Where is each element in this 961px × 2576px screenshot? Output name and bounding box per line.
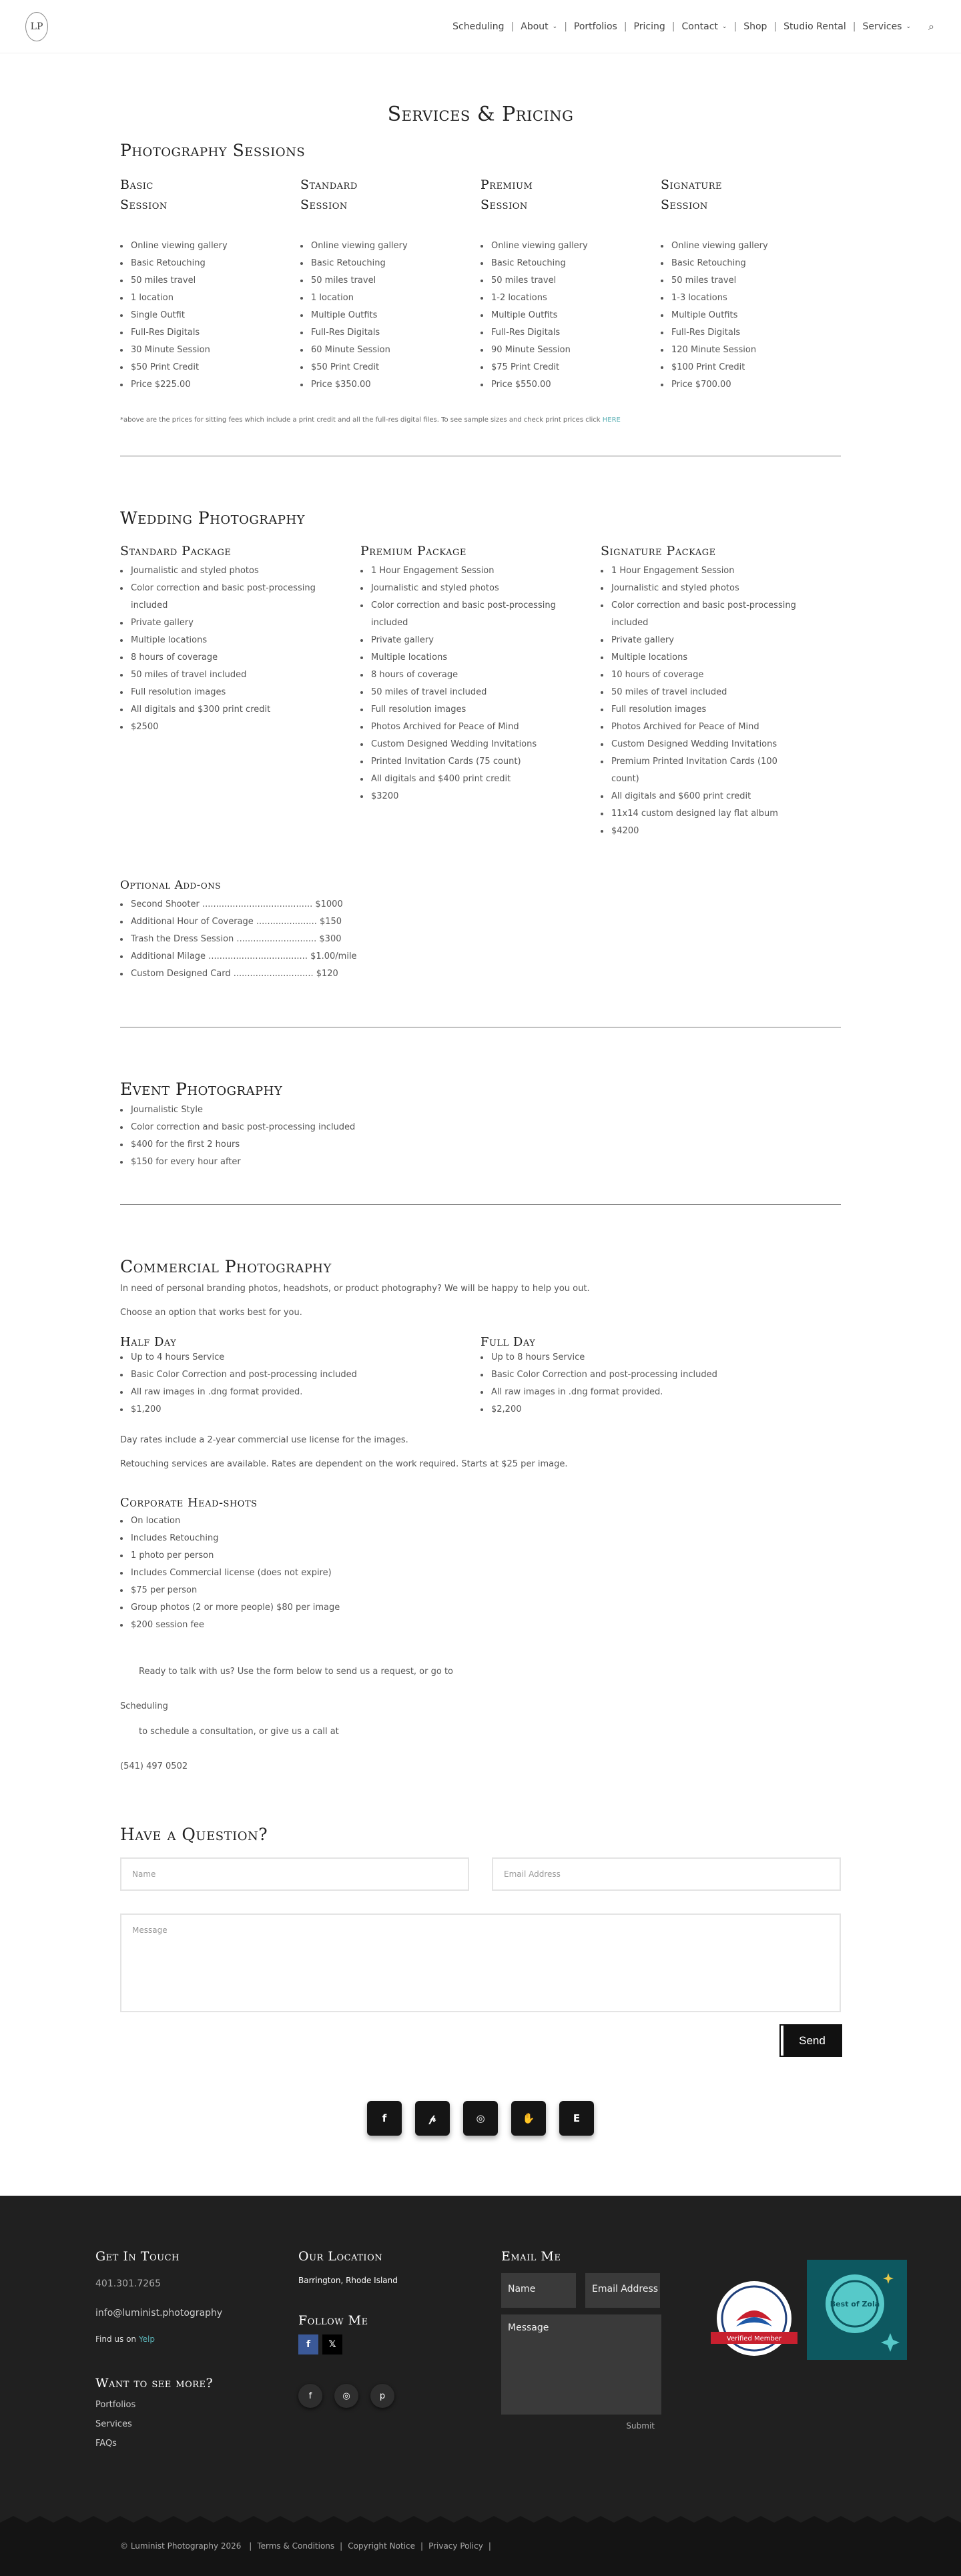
footer-email-form — [501, 2249, 661, 2431]
full-day — [480, 1335, 841, 1418]
location-title: Our Location — [298, 2249, 383, 2264]
event-list — [120, 1102, 841, 1171]
bottom-separator: | — [420, 2541, 424, 2551]
session-card — [661, 175, 841, 394]
copyright-bar — [120, 2541, 497, 2551]
package-feature: • $3200 — [370, 788, 561, 805]
nav-separator: | — [511, 21, 515, 32]
event-feature: • Journalistic Style — [129, 1102, 841, 1119]
full-day-feature: • $2,200 — [490, 1401, 841, 1418]
session-feature: • $75 Print Credit — [490, 359, 661, 376]
footer-contact — [95, 2249, 222, 2449]
footer-email[interactable]: info@luminist.photography — [95, 2308, 223, 2318]
x-icon[interactable]: 𝕏 — [322, 2334, 342, 2354]
session-feature: • 50 miles travel — [490, 272, 661, 290]
headshot-feature: • $200 session fee — [129, 1617, 841, 1634]
headshot-feature: • On location — [129, 1513, 841, 1530]
chamber-badge[interactable] — [704, 2280, 804, 2360]
session-feature: • Price $700.00 — [670, 376, 841, 394]
event-feature: • $150 for every hour after — [129, 1154, 841, 1171]
session-feature: • Full-Res Digitals — [670, 324, 841, 342]
chevron-down-icon: ⌄ — [552, 23, 558, 30]
session-feature: • 1-2 locations — [490, 290, 661, 307]
bottom-separator: | — [488, 2541, 491, 2551]
package-feature: • Photos Archived for Peace of Mind — [370, 719, 561, 736]
session-feature: • 120 Minute Session — [670, 342, 841, 359]
session-feature: • 50 miles travel — [670, 272, 841, 290]
footer-link-faqs[interactable]: FAQs — [95, 2439, 117, 2449]
cta-phone[interactable]: (541) 497 0502 — [120, 1761, 188, 1771]
etsy-icon[interactable]: E — [559, 2101, 594, 2136]
package-feature: • Full resolution images — [129, 684, 320, 701]
package-features — [120, 562, 320, 736]
footer-links — [95, 2400, 222, 2449]
social-buttons — [120, 2101, 841, 2136]
nav-item-pricing[interactable] — [634, 21, 665, 32]
nav-item-label: Shop — [743, 21, 767, 32]
session-name: Standard Session — [300, 177, 358, 212]
addons-section — [120, 879, 841, 983]
event-feature: • $400 for the first 2 hours — [129, 1136, 841, 1154]
footer-badges — [704, 2252, 907, 2363]
retouch-note: Retouching services are available. Rates are dependent on the work required. Starts at $25 per image. — [120, 1459, 568, 1469]
headshot-feature: • Includes Retouching — [129, 1530, 841, 1547]
event-feature: • Color correction and basic post-processing included — [129, 1119, 841, 1136]
session-feature: • Price $225.00 — [129, 376, 300, 394]
nav-item-contact[interactable] — [681, 21, 727, 32]
footer-message-input[interactable]: Message — [501, 2314, 661, 2415]
session-feature: • Online viewing gallery — [129, 238, 300, 255]
session-feature: • Multiple Outfits — [670, 307, 841, 324]
headshots-list — [120, 1513, 841, 1634]
nav-item-about[interactable] — [521, 21, 557, 32]
package-feature: • 8 hours of coverage — [129, 649, 320, 667]
package-feature: • 8 hours of coverage — [370, 667, 561, 684]
package-feature: • Journalistic and styled photos — [370, 580, 561, 597]
email-input[interactable]: Email Address — [492, 1857, 841, 1891]
session-feature: • Full-Res Digitals — [490, 324, 661, 342]
instagram-icon[interactable]: ◎ — [463, 2101, 498, 2136]
half-day-title: Half Day — [120, 1335, 177, 1349]
package-feature: • Premium Printed Invitation Cards (100 count) — [610, 753, 801, 788]
nav-item-label: About — [521, 21, 549, 32]
session-features — [300, 238, 480, 394]
package-feature: • Custom Designed Wedding Invitations — [610, 736, 801, 753]
session-feature: • 50 miles travel — [310, 272, 480, 290]
session-feature: • Online viewing gallery — [310, 238, 480, 255]
wedding-package — [360, 544, 601, 840]
package-name: Premium Package — [360, 544, 466, 558]
half-day — [120, 1335, 480, 1418]
headshots-title: Corporate Head-shots — [120, 1496, 258, 1510]
see-more-title: Want to see more? — [95, 2376, 214, 2391]
package-feature: • Custom Designed Wedding Invitations — [370, 736, 561, 753]
footer-link-services[interactable]: Services — [95, 2419, 132, 2429]
bottom-separator: | — [249, 2541, 252, 2551]
package-name: Standard Package — [120, 544, 232, 558]
nav-item-label: Contact — [681, 21, 718, 32]
session-feature: • 30 Minute Session — [129, 342, 300, 359]
form-title: Have a Question? — [120, 1825, 268, 1844]
bottom-link[interactable]: Copyright Notice — [348, 2541, 416, 2551]
get-in-touch-title: Get In Touch — [95, 2249, 180, 2264]
page-title: Services & Pricing — [387, 103, 574, 126]
package-feature: • All digitals and $600 print credit — [610, 788, 801, 805]
session-feature: • Basic Retouching — [310, 255, 480, 272]
wedding-package — [120, 544, 360, 840]
package-feature: • 50 miles of travel included — [610, 684, 801, 701]
session-feature: • 90 Minute Session — [490, 342, 661, 359]
package-feature: • Multiple locations — [610, 649, 801, 667]
commercial-choose: Choose an option that works best for you. — [120, 1308, 302, 1318]
session-feature: • 1-3 locations — [670, 290, 841, 307]
full-day-title: Full Day — [480, 1335, 536, 1349]
sessions-grid — [120, 175, 841, 394]
half-day-feature: • $1,200 — [129, 1401, 480, 1418]
send-button[interactable]: Send — [781, 2026, 841, 2056]
zola-badge[interactable] — [807, 2260, 907, 2360]
sessions-note: *above are the prices for sitting fees which include a print credit and all the full-res digital files. To see sample sizes and check print prices click HERE — [120, 416, 621, 424]
footer-link-portfolios[interactable]: Portfolios — [95, 2400, 136, 2410]
package-feature: • Color correction and basic post-processing included — [370, 597, 561, 632]
half-day-feature: • Basic Color Correction and post-processing included — [129, 1366, 480, 1384]
package-feature: • 10 hours of coverage — [610, 667, 801, 684]
package-feature: • Journalistic and styled photos — [610, 580, 801, 597]
pinterest-icon[interactable]: 𝓅 — [415, 2101, 450, 2136]
session-feature: • $100 Print Credit — [670, 359, 841, 376]
headshot-feature: • 1 photo per person — [129, 1547, 841, 1565]
full-day-feature: • All raw images in .dng format provided. — [490, 1384, 841, 1401]
session-feature: • Basic Retouching — [129, 255, 300, 272]
addon-item: • Second Shooter ........................................ $1000 — [129, 896, 841, 913]
nav-item-label: Pricing — [633, 21, 665, 32]
find-us: Find us on Yelp — [95, 2334, 155, 2344]
addon-item: • Custom Designed Card ............................. $120 — [129, 965, 841, 983]
wedding-packages — [120, 544, 841, 840]
package-feature: • 11x14 custom designed lay flat album — [610, 805, 801, 823]
session-feature: • Basic Retouching — [670, 255, 841, 272]
follow-title: Follow Me — [298, 2313, 368, 2328]
session-feature: • 1 location — [310, 290, 480, 307]
contact-form — [120, 1857, 841, 2056]
here-link[interactable]: HERE — [602, 416, 621, 424]
site-footer — [0, 2196, 961, 2576]
event-title: Event Photography — [120, 1080, 283, 1099]
session-features — [120, 238, 300, 394]
facebook-icon[interactable]: f — [367, 2101, 402, 2136]
copyright-text: © Luminist Photography 2026 — [120, 2541, 242, 2551]
main-nav — [452, 20, 934, 33]
commercial-intro: In need of personal branding photos, headshots, or product photography? We will be happy to help you out. — [120, 1284, 590, 1294]
package-features — [601, 562, 801, 840]
full-day-feature: • Basic Color Correction and post-processing included — [490, 1366, 841, 1384]
footer-email-input[interactable]: Email Address — [585, 2273, 660, 2308]
headshot-feature: • Group photos (2 or more people) $80 per image — [129, 1599, 841, 1617]
package-feature: • 1 Hour Engagement Session — [370, 562, 561, 580]
instagram-icon[interactable]: ◎ — [334, 2384, 358, 2408]
package-feature: • Private gallery — [610, 632, 801, 649]
nav-item-scheduling[interactable] — [452, 21, 504, 32]
addon-item: • Additional Milage .................................... $1.00/mile — [129, 948, 841, 965]
package-feature: • Full resolution images — [610, 701, 801, 719]
half-day-feature: • All raw images in .dng format provided. — [129, 1384, 480, 1401]
package-feature: • Color correction and basic post-processing included — [129, 580, 320, 614]
cta-text-1: Ready to talk with us? Use the form below to send us a request, or go to — [139, 1667, 453, 1677]
nav-item-portfolios[interactable] — [574, 21, 617, 32]
addons-list — [120, 896, 841, 983]
session-feature: • 1 location — [129, 290, 300, 307]
nav-separator: | — [564, 21, 567, 32]
facebook-icon[interactable]: f — [298, 2334, 318, 2354]
name-input[interactable]: Name — [120, 1857, 469, 1891]
package-feature: • $4200 — [610, 823, 801, 840]
bottom-separator: | — [340, 2541, 343, 2551]
svg-text:Verified Member: Verified Member — [726, 2335, 782, 2342]
half-day-list — [120, 1349, 480, 1418]
addons-title: Optional Add-ons — [120, 879, 221, 892]
chevron-down-icon: ⌄ — [721, 23, 727, 30]
package-feature: • 50 miles of travel included — [129, 667, 320, 684]
package-features — [360, 562, 561, 805]
nav-item-studio-rental[interactable] — [783, 21, 846, 32]
package-feature: • Journalistic and styled photos — [129, 562, 320, 580]
package-feature: • Private gallery — [370, 632, 561, 649]
session-feature: • Multiple Outfits — [310, 307, 480, 324]
site-logo[interactable]: LP — [25, 12, 48, 41]
package-feature: • Photos Archived for Peace of Mind — [610, 719, 801, 736]
footer-phone[interactable]: 401.301.7265 — [95, 2278, 161, 2289]
headshot-feature: • $75 per person — [129, 1582, 841, 1599]
email-me-title: Email Me — [501, 2249, 561, 2264]
nav-item-label: Studio Rental — [783, 21, 846, 32]
session-feature: • Full-Res Digitals — [129, 324, 300, 342]
session-feature: • Multiple Outfits — [490, 307, 661, 324]
footer-submit-button[interactable]: Submit — [626, 2421, 655, 2431]
session-features — [480, 238, 661, 394]
chevron-down-icon: ⌄ — [906, 23, 912, 30]
addon-item: • Trash the Dress Session ............................. $300 — [129, 931, 841, 948]
zigzag-divider — [0, 2516, 961, 2524]
cta-text-2: to schedule a consultation, or give us a call at — [139, 1727, 339, 1737]
nav-separator: | — [733, 21, 737, 32]
full-day-feature: • Up to 8 hours Service — [490, 1349, 841, 1366]
sessions-title: Photography Sessions — [120, 141, 306, 160]
nav-separator: | — [852, 21, 856, 32]
footer-bottom-bar — [0, 2523, 961, 2576]
half-day-feature: • Up to 4 hours Service — [129, 1349, 480, 1366]
divider — [120, 1204, 841, 1205]
nav-separator: | — [623, 21, 627, 32]
svg-text:Best of Zola: Best of Zola — [830, 2300, 880, 2308]
headshot-feature: • Includes Commercial license (does not expire) — [129, 1565, 841, 1582]
pinterest-icon[interactable]: p — [370, 2384, 394, 2408]
footer-name-input[interactable]: Name — [501, 2273, 576, 2308]
wedding-title: Wedding Photography — [120, 508, 306, 528]
session-feature: • 60 Minute Session — [310, 342, 480, 359]
nav-separator: | — [671, 21, 675, 32]
session-feature: • Price $350.00 — [310, 376, 480, 394]
session-feature: • Online viewing gallery — [670, 238, 841, 255]
package-feature: • All digitals and $300 print credit — [129, 701, 320, 719]
nav-separator: | — [773, 21, 777, 32]
facebook-icon[interactable]: f — [298, 2384, 322, 2408]
nav-item-label: Portfolios — [573, 21, 617, 32]
package-feature: • $2500 — [129, 719, 320, 736]
session-feature: • 50 miles travel — [129, 272, 300, 290]
commercial-title: Commercial Photography — [120, 1257, 332, 1276]
site-header — [0, 0, 961, 53]
session-feature: • Single Outfit — [129, 307, 300, 324]
session-name: Premium Session — [480, 177, 533, 212]
addon-item: • Additional Hour of Coverage ...................... $150 — [129, 913, 841, 931]
location-text: Barrington, Rhode Island — [298, 2276, 398, 2285]
package-feature: • 50 miles of travel included — [370, 684, 561, 701]
nav-item-label: Scheduling — [452, 21, 505, 32]
bottom-link[interactable]: Privacy Policy — [428, 2541, 483, 2551]
follow-icons — [298, 2334, 406, 2354]
package-name: Signature Package — [601, 544, 716, 558]
session-name: Signature Session — [661, 177, 722, 212]
session-feature: • $50 Print Credit — [310, 359, 480, 376]
wedding-package — [601, 544, 841, 840]
message-input[interactable]: Message — [120, 1913, 841, 2012]
package-feature: • 1 Hour Engagement Session — [610, 562, 801, 580]
scheduling-link[interactable]: Scheduling — [120, 1701, 168, 1711]
session-feature: • Full-Res Digitals — [310, 324, 480, 342]
session-feature: • Price $550.00 — [490, 376, 661, 394]
package-feature: • Private gallery — [129, 614, 320, 632]
package-feature: • Multiple locations — [370, 649, 561, 667]
session-feature: • Basic Retouching — [490, 255, 661, 272]
session-card — [480, 175, 661, 394]
session-card — [300, 175, 480, 394]
footer-location — [298, 2249, 406, 2408]
session-card — [120, 175, 300, 394]
day-rates — [120, 1335, 841, 1418]
package-feature: • Printed Invitation Cards (75 count) — [370, 753, 561, 771]
package-feature: • Color correction and basic post-processing included — [610, 597, 801, 632]
yelp-icon[interactable]: ✋ — [511, 2101, 546, 2136]
nav-item-label: Services — [862, 21, 902, 32]
search-icon[interactable]: ⌕ — [928, 20, 934, 33]
package-feature: • Multiple locations — [129, 632, 320, 649]
license-note: Day rates include a 2-year commercial use license for the images. — [120, 1435, 408, 1445]
nav-item-shop[interactable] — [743, 21, 767, 32]
footer-social-circles — [298, 2384, 406, 2408]
package-feature: • All digitals and $400 print credit — [370, 771, 561, 788]
bottom-link[interactable]: Terms & Conditions — [257, 2541, 335, 2551]
full-day-list — [480, 1349, 841, 1418]
session-features — [661, 238, 841, 394]
nav-item-services[interactable] — [862, 21, 911, 32]
session-feature: • $50 Print Credit — [129, 359, 300, 376]
session-feature: • Online viewing gallery — [490, 238, 661, 255]
session-name: Basic Session — [120, 177, 168, 212]
package-feature: • Full resolution images — [370, 701, 561, 719]
yelp-link[interactable]: Yelp — [138, 2334, 155, 2344]
